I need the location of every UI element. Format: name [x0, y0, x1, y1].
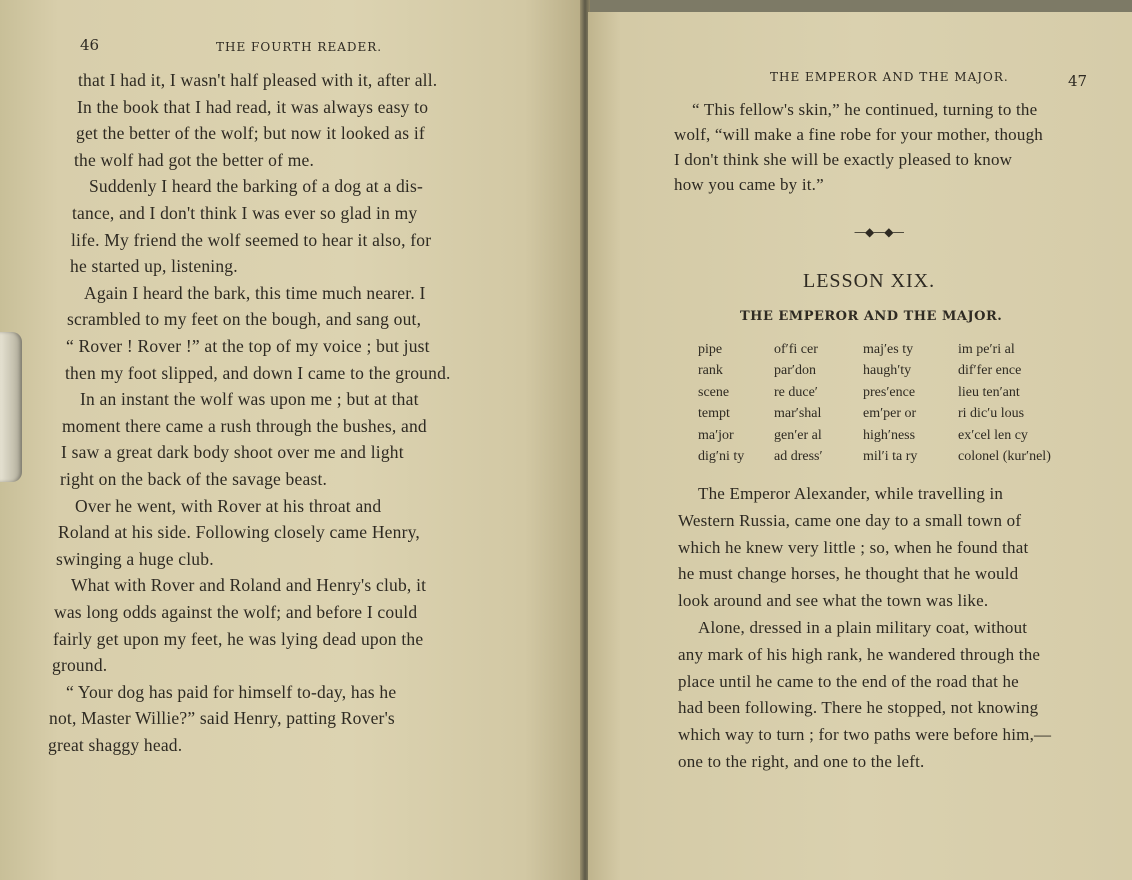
text-line: The Emperor Alexander, while travelling in: [698, 484, 1004, 503]
vocabulary-column: [863, 342, 917, 470]
vocabulary-word: em′per or: [863, 406, 917, 422]
running-head: THE FOURTH READER.: [216, 40, 383, 54]
text-line: “ This fellow's skin,” he continued, turning to the: [692, 100, 1038, 119]
vocabulary-column: [698, 342, 744, 470]
lesson-subtitle: THE EMPEROR AND THE MAJOR.: [740, 309, 1003, 324]
text-line: life. My friend the wolf seemed to hear it also, for: [71, 229, 432, 250]
vocabulary-column: [958, 342, 1051, 470]
text-line: had been following. There he stopped, not knowing: [678, 698, 1039, 718]
vocabulary-word: ad dress′: [774, 448, 823, 464]
text-line: get the better of the wolf; but now it looked as if: [76, 123, 425, 144]
vocabulary-word: maj′es ty: [863, 342, 914, 357]
text-line: place until he came to the end of the road that he: [678, 671, 1019, 691]
text-line: Alone, dressed in a plain military coat, without: [698, 618, 1028, 637]
text-line: look around and see what the town was like.: [678, 591, 989, 611]
right-page: [588, 12, 1132, 880]
text-line: not, Master Willie?” said Henry, patting Rover's: [49, 708, 395, 729]
text-line: which way to turn ; for two paths were before him,—: [678, 725, 1052, 745]
text-line: any mark of his high rank, he wandered through the: [678, 644, 1041, 664]
text-line: I saw a great dark body shoot over me and light: [61, 442, 404, 463]
vocabulary-word: ex′cel len cy: [958, 427, 1028, 443]
vocabulary-word: scene: [698, 384, 730, 400]
vocabulary-word: mar′shal: [774, 406, 822, 422]
text-line: the wolf had got the better of me.: [74, 149, 315, 170]
vocabulary-word: pipe: [698, 342, 723, 357]
vocabulary-word: par′don: [774, 363, 816, 379]
page-number: 46: [80, 36, 100, 54]
text-line: Over he went, with Rover at his throat and: [75, 495, 382, 516]
text-line: right on the back of the savage beast.: [60, 469, 328, 489]
vocabulary-word: ma′jor: [698, 427, 734, 443]
text-line: In an instant the wolf was upon me ; but at that: [80, 389, 419, 410]
vocabulary-word: lieu ten′ant: [958, 384, 1020, 400]
glass-page-weight: [0, 332, 22, 482]
vocabulary-word: colonel (kur′nel): [958, 448, 1051, 464]
text-line: which he knew very little ; so, when he found that: [678, 537, 1029, 557]
vocabulary-word: rank: [698, 363, 723, 379]
vocabulary-word: haugh′ty: [863, 363, 912, 379]
vocabulary-word: tempt: [698, 406, 730, 422]
text-line: great shaggy head.: [48, 735, 183, 755]
text-line: then my foot slipped, and down I came to the ground.: [65, 362, 451, 383]
text-line: “ Rover ! Rover !” at the top of my voice ; but just: [66, 336, 430, 356]
text-line: Suddenly I heard the barking of a dog at a dis-: [89, 176, 424, 197]
text-line: wolf, “will make a fine robe for your mother, though: [674, 125, 1043, 144]
vocabulary-word: high′ness: [863, 427, 916, 443]
vocabulary-word: of′fi cer: [774, 342, 818, 357]
text-line: that I had it, I wasn't half pleased with it, after all.: [78, 70, 438, 90]
text-line: fairly get upon my feet, he was lying dead upon the: [53, 628, 424, 649]
text-line: I don't think she will be exactly pleased to know: [674, 150, 1013, 169]
vocabulary-column: [774, 342, 823, 470]
text-line: What with Rover and Roland and Henry's club, it: [71, 575, 427, 596]
text-line: moment there came a rush through the bushes, and: [62, 415, 427, 436]
text-line: he must change horses, he thought that he would: [678, 564, 1019, 584]
vocabulary-word: dig′ni ty: [698, 448, 745, 464]
text-line: In the book that I had read, it was always easy to: [77, 96, 429, 117]
vocabulary-word: im pe′ri al: [958, 342, 1015, 357]
vocabulary-word: re duce′: [774, 384, 818, 400]
page-number: 47: [1068, 72, 1088, 90]
text-line: “ Your dog has paid for himself to-day, has he: [66, 681, 397, 702]
text-line: was long odds against the wolf; and before I could: [54, 602, 418, 622]
text-line: swinging a huge club.: [56, 548, 214, 569]
text-line: tance, and I don't think I was ever so glad in my: [72, 203, 418, 223]
ornament-divider: —◆—◆—: [854, 225, 904, 239]
vocabulary-word: gen′er al: [774, 427, 822, 443]
vocabulary-word: pres′ence: [863, 384, 916, 400]
text-line: Roland at his side. Following closely came Henry,: [58, 522, 421, 543]
running-head: THE EMPEROR AND THE MAJOR.: [770, 70, 1009, 84]
vocabulary-word: ri dic′u lous: [958, 406, 1025, 422]
text-line: Again I heard the bark, this time much nearer. I: [84, 282, 426, 303]
text-line: Western Russia, came one day to a small town of: [678, 510, 1022, 530]
text-line: he started up, listening.: [70, 256, 238, 277]
text-line: one to the right, and one to the left.: [678, 752, 925, 771]
vocabulary-word: dif′fer ence: [958, 363, 1022, 379]
lesson-title: LESSON XIX.: [803, 270, 936, 292]
text-line: how you came by it.”: [674, 175, 824, 194]
text-line: ground.: [52, 655, 108, 676]
text-line: scrambled to my feet on the bough, and sang out,: [67, 309, 422, 330]
vocabulary-word: mil′i ta ry: [863, 448, 918, 464]
